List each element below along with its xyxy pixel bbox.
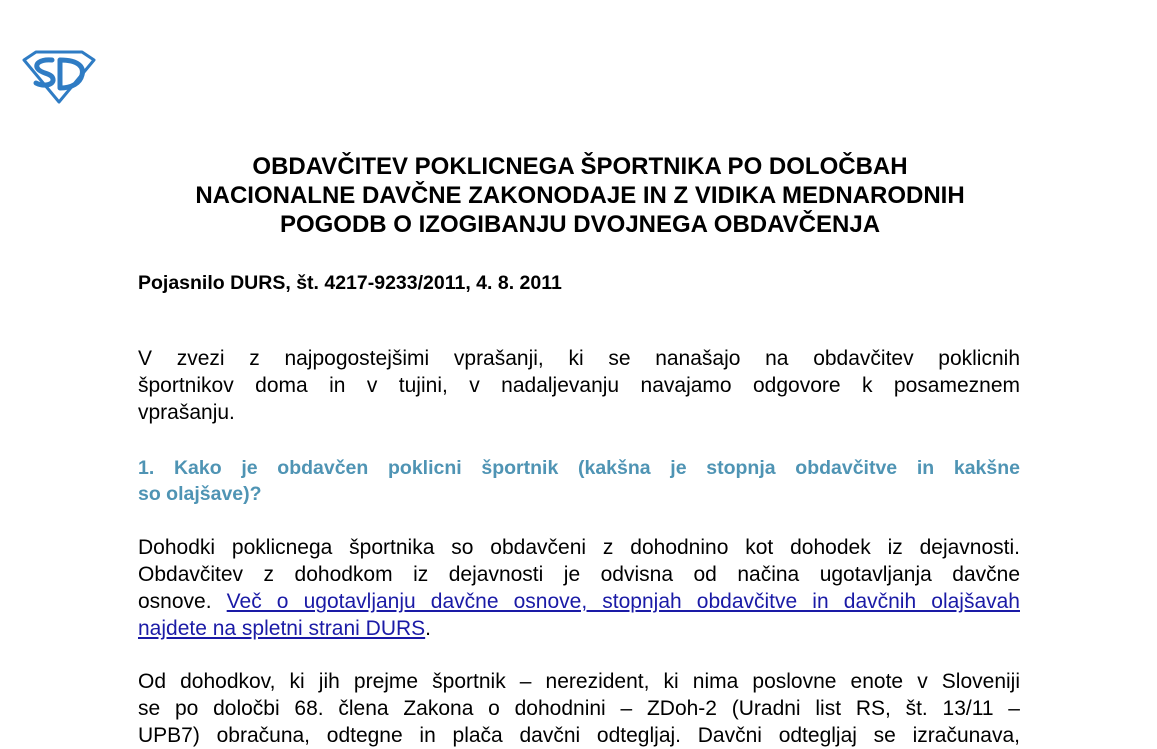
paragraph-text: . — [425, 617, 431, 640]
question-line: so olajšave)? — [138, 483, 262, 505]
sd-logo — [22, 50, 96, 104]
title-line: NACIONALNE DAVČNE ZAKONODAJE IN Z VIDIKA MEDNARODNIH — [195, 182, 965, 209]
paragraph-text: osnove. — [138, 590, 227, 613]
title-line: POGODB O IZOGIBANJU DVOJNEGA OBDAVČENJA — [279, 211, 881, 238]
paragraph-line: Dohodki poklicnega športnika so obdavčeni z dohodnino kot dohodek iz dejavnosti. — [138, 536, 1020, 559]
paragraph-line: UPB7) obračuna, odtegne in plača davčni odtegljaj. Davčni odtegljaj se izračunava, — [138, 724, 1020, 747]
paragraph-line: Od dohodkov, ki jih prejme športnik – nerezident, ki nima poslovne enote v Sloveniji — [138, 670, 1020, 693]
paragraph-line — [138, 615, 1020, 642]
answer-paragraph — [138, 534, 1020, 642]
paragraph-line: Obdavčitev z dohodkom iz dejavnosti je odvisna od načina ugotavljanja davčne — [138, 563, 1020, 586]
nonresident-paragraph — [138, 668, 1020, 749]
paragraph-line: V zvezi z najpogostejšimi vprašanji, ki se nanašajo na obdavčitev poklicnih — [138, 347, 1020, 370]
durs-website-link-continued[interactable]: najdete na spletni strani DURS — [138, 617, 426, 640]
paragraph-line: se po določbi 68. člena Zakona o dohodnini – ZDoh-2 (Uradni list RS, št. 13/11 – — [138, 697, 1020, 720]
durs-website-link[interactable]: Več o ugotavljanju davčne osnove, stopnjah obdavčitve in davčnih olajšavah — [226, 590, 1020, 613]
paragraph-line: športnikov doma in v tujini, v nadaljevanju navajamo odgovore k posameznem — [138, 374, 1020, 397]
paragraph-line: vprašanju. — [138, 401, 235, 424]
intro-paragraph — [138, 345, 1020, 426]
document-subtitle: Pojasnilo DURS, št. 4217-9233/2011, 4. 8. 2011 — [138, 272, 562, 294]
question-line: 1. Kako je obdavčen poklicni športnik (kakšna je stopnja obdavčitve in kakšne — [138, 457, 1020, 479]
document-title — [120, 152, 1040, 239]
question-heading — [138, 455, 1020, 507]
title-line: OBDAVČITEV POKLICNEGA ŠPORTNIKA PO DOLOČBAH — [252, 153, 908, 180]
paragraph-line — [138, 588, 1020, 615]
